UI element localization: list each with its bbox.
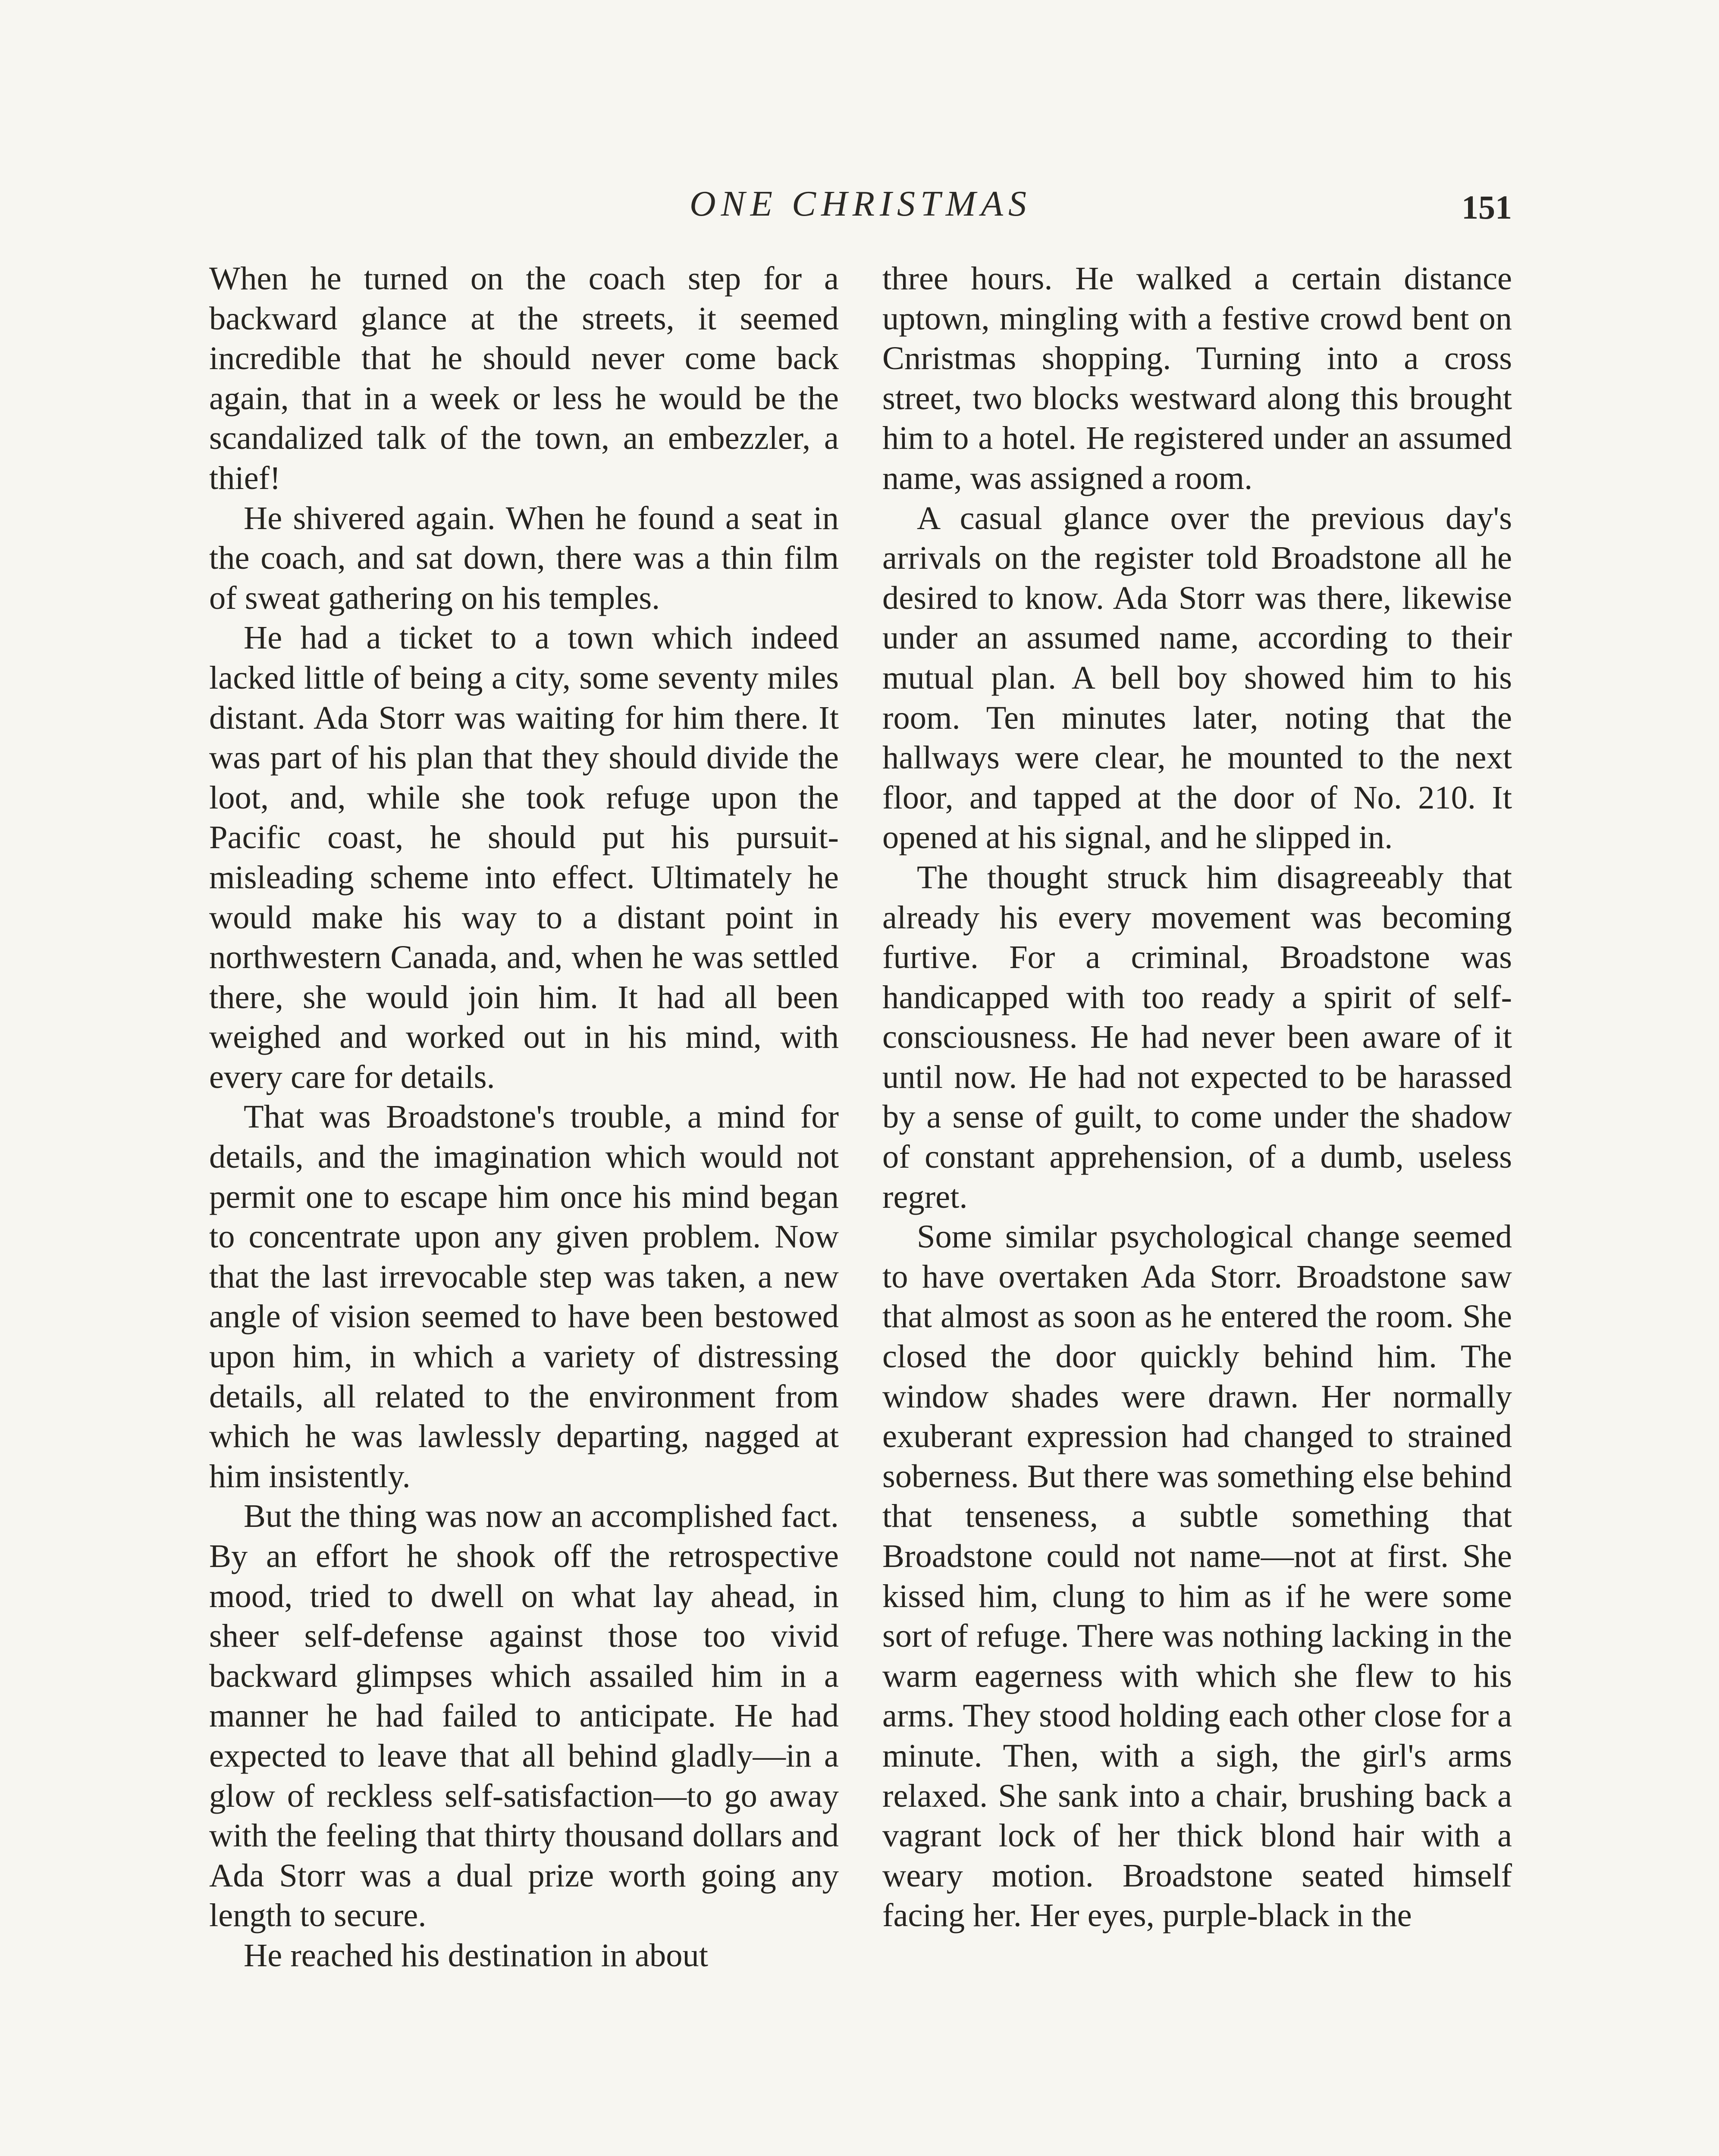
paragraph: That was Broadstone's trouble, a mind for details, and the imagination which would not permit one to escape him once his mind began to concentrate upon any given problem. Now that the last irrevocable step was taken, a new angle of vision seemed to have been bestowed upon him, in which a variety of distressing details, all related to the environment from which he was lawlessly departing, nagged at him insistently.	[209, 1098, 839, 1495]
paragraph: But the thing was now an accomplished fact. By an effort he shook off the retrospective mood, tried to dwell on what lay ahead, in sheer self-defense against those too vivid backward glimpses which assailed him in a manner he had failed to anticipate. He had expected to leave that all behind gladly—in a glow of reckless self-satisfaction—to go away with the feeling that thirty thousand dollars and Ada Storr was a dual prize worth going any length to secure.	[209, 1498, 839, 1934]
right-column	[882, 259, 1512, 2156]
paragraph: The thought struck him disagreeably that already his every movement was becoming furtive. For a criminal, Broadstone was handicapped with too ready a spirit of self-consciousness. He had never been aware of it until now. He had not expected to be harassed by a sense of guilt, to come under the shadow of constant apprehension, of a dumb, useless regret.	[882, 859, 1512, 1215]
paragraph: He had a ticket to a town which indeed lacked little of being a city, some seventy miles distant. Ada Storr was waiting for him there. It was part of his plan that they should divide the loot, and, while she took refuge upon the Pacific coast, he should put his pursuit-misleading scheme into effect. Ultimately he would make his way to a distant point in northwestern Canada, and, when he was settled there, she would join him. It had all been weighed and worked out in his mind, with every care for details.	[209, 619, 839, 1095]
paragraph: When he turned on the coach step for a backward glance at the streets, it seemed incredible that he should never come back again, that in a week or less he would be the scandalized talk of the town, an embezzler, a thief!	[209, 260, 839, 496]
page-number: 151	[1462, 188, 1512, 226]
paragraph: He shivered again. When he found a seat in the coach, and sat down, there was a thin film of sweat gathering on his temples.	[209, 499, 839, 616]
left-column	[209, 259, 839, 2156]
page-header	[209, 180, 1512, 228]
paragraph: A casual glance over the previous day's arrivals on the register told Broadstone all he desired to know. Ada Storr was there, likewise under an assumed name, according to their mutual plan. A bell boy showed him to his room. Ten minutes later, noting that the hallways were clear, he mounted to the next floor, and tapped at the door of No. 210. It opened at his signal, and he slipped in.	[882, 499, 1512, 856]
paragraph: Some similar psychological change seemed to have overtaken Ada Storr. Broadstone saw that almost as soon as he entered the room. She closed the door quickly behind him. The window shades were drawn. Her normally exuberant expression had changed to strained soberness. But there was something else behind that tenseness, a subtle something that Broadstone could not name—not at first. She kissed him, clung to him as if he were some sort of refuge. There was nothing lacking in the warm eagerness with which she flew to his arms. They stood holding each other close for a minute. Then, with a sigh, the girl's arms relaxed. She sank into a chair, brushing back a vagrant lock of her thick blond hair with a weary motion. Broadstone seated himself facing her. Her eyes, purple-black in the	[882, 1218, 1512, 1934]
paragraph: three hours. He walked a certain distance uptown, mingling with a festive crowd bent on Cnristmas shopping. Turning into a cross street, two blocks westward along this brought him to a hotel. He registered under an assumed name, was assigned a room.	[882, 260, 1512, 496]
running-title: ONE CHRISTMAS	[690, 184, 1032, 224]
paragraph: He reached his destination in about	[244, 1937, 709, 1974]
